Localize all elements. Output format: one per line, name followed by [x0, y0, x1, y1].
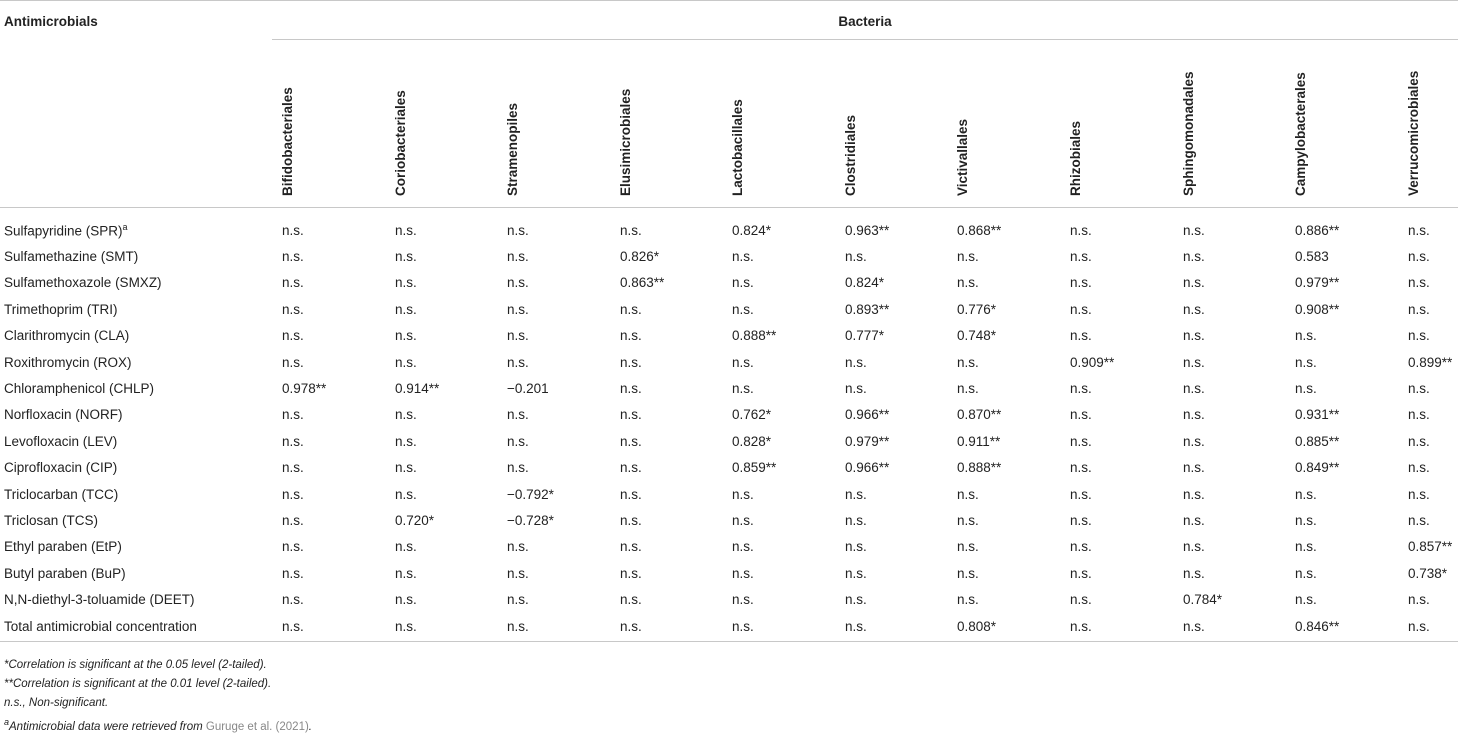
table-cell: n.s.	[1183, 565, 1205, 581]
row-label	[0, 323, 282, 349]
table-cell: n.s.	[1183, 301, 1205, 317]
table-cell: 0.776*	[957, 301, 997, 317]
table-cell: n.s.	[1183, 486, 1205, 502]
footnote-significance-05: *Correlation is significant at the 0.05 level (2-tailed).	[4, 659, 267, 671]
table-row	[0, 270, 1458, 296]
table-cell: 0.911**	[957, 433, 1001, 449]
table-top-rule	[0, 0, 1458, 1]
table-cell: n.s.	[1070, 512, 1092, 528]
table-cell: n.s.	[1070, 592, 1092, 608]
table-cell: n.s.	[957, 539, 979, 555]
table-cell: 0.824*	[732, 222, 772, 238]
table-cell: n.s.	[395, 354, 417, 370]
row-label	[0, 560, 282, 586]
table-cell: n.s.	[507, 565, 529, 581]
table-cell: n.s.	[620, 512, 642, 528]
column-header-label: Rhizobiales	[1068, 120, 1083, 196]
table-cell: n.s.	[732, 354, 754, 370]
table-cell: n.s.	[620, 407, 642, 423]
table-cell: n.s.	[957, 275, 979, 291]
table-cell: 0.720*	[395, 512, 435, 528]
table-cell: n.s.	[1070, 328, 1092, 344]
table-cell: n.s.	[1408, 328, 1430, 344]
table-cell: n.s.	[1070, 301, 1092, 317]
table-cell: n.s.	[282, 222, 304, 238]
table-cell: 0.931**	[1295, 407, 1340, 423]
table-cell: n.s.	[395, 565, 417, 581]
table-cell: n.s.	[1295, 354, 1317, 370]
table-cell: n.s.	[1183, 539, 1205, 555]
row-label	[0, 270, 282, 296]
table-row	[0, 323, 1458, 349]
row-label	[0, 375, 282, 401]
group-header-rule	[272, 39, 1458, 40]
table-cell: n.s.	[395, 539, 417, 555]
table-cell: n.s.	[620, 486, 642, 502]
table-cell: n.s.	[282, 407, 304, 423]
table-cell: n.s.	[957, 486, 979, 502]
table-cell: n.s.	[732, 249, 754, 265]
table-cell: n.s.	[845, 512, 867, 528]
table-cell: n.s.	[1408, 592, 1430, 608]
corner-header: Antimicrobials	[4, 14, 98, 29]
table-cell: n.s.	[620, 592, 642, 608]
table-cell: n.s.	[845, 618, 867, 634]
column-header-label: Campylobacterales	[1293, 72, 1308, 196]
table-cell: 0.966**	[845, 407, 890, 423]
table-cell: n.s.	[282, 249, 304, 265]
table-cell: n.s.	[1408, 486, 1430, 502]
table-cell: n.s.	[845, 539, 867, 555]
table-cell: 0.899**	[1408, 354, 1453, 370]
table-cell: n.s.	[1408, 301, 1430, 317]
table-cell: n.s.	[845, 249, 867, 265]
table-cell: n.s.	[507, 460, 529, 476]
table-row	[0, 217, 1458, 243]
table-bottom-rule	[0, 641, 1458, 642]
table-cell: n.s.	[395, 486, 417, 502]
table-cell: n.s.	[620, 301, 642, 317]
table-row	[0, 428, 1458, 454]
table-cell: n.s.	[1295, 565, 1317, 581]
table-cell: n.s.	[1408, 381, 1430, 397]
column-header	[955, 50, 975, 196]
table-row	[0, 349, 1458, 375]
table-cell: n.s.	[957, 249, 979, 265]
table-cell: n.s.	[732, 565, 754, 581]
table-cell: n.s.	[620, 222, 642, 238]
row-label	[0, 217, 282, 243]
table-cell: n.s.	[1295, 512, 1317, 528]
table-cell: 0.979**	[1295, 275, 1340, 291]
table-cell: n.s.	[732, 301, 754, 317]
row-label-text: Total antimicrobial concentration	[4, 618, 197, 634]
table-cell: 0.777*	[845, 328, 885, 344]
table-cell: n.s.	[957, 592, 979, 608]
footnote-source	[4, 713, 312, 737]
table-cell: −0.792*	[507, 486, 554, 502]
table-cell: n.s.	[1295, 539, 1317, 555]
footnote-source-end: .	[308, 720, 312, 733]
table-cell: n.s.	[395, 301, 417, 317]
row-label	[0, 349, 282, 375]
row-label	[0, 586, 282, 612]
table-cell: n.s.	[282, 592, 304, 608]
table-cell: n.s.	[957, 512, 979, 528]
table-cell: n.s.	[732, 592, 754, 608]
table-cell: n.s.	[507, 433, 529, 449]
table-cell: 0.870**	[957, 407, 1002, 423]
table-cell: n.s.	[620, 460, 642, 476]
table-cell: n.s.	[1070, 381, 1092, 397]
table-cell: n.s.	[507, 592, 529, 608]
table-cell: 0.824*	[845, 275, 885, 291]
row-label	[0, 507, 282, 533]
row-label-text: Ciprofloxacin (CIP)	[4, 460, 118, 476]
column-header-label: Victivallales	[955, 118, 970, 196]
table-cell: n.s.	[732, 486, 754, 502]
table-cell: 0.808*	[957, 618, 997, 634]
table-cell: n.s.	[282, 301, 304, 317]
table-cell: 0.846**	[1295, 618, 1340, 634]
table-cell: n.s.	[620, 565, 642, 581]
table-cell: n.s.	[1183, 249, 1205, 265]
table-row	[0, 586, 1458, 612]
table-cell: n.s.	[1070, 433, 1092, 449]
table-cell: n.s.	[1070, 222, 1092, 238]
table-cell: n.s.	[957, 565, 979, 581]
row-label-text: Triclocarban (TCC)	[4, 486, 119, 502]
footnote-source-marker: a	[4, 717, 10, 727]
column-header	[1068, 50, 1088, 196]
table-cell: n.s.	[282, 512, 304, 528]
table-cell: 0.583	[1295, 249, 1329, 265]
table-cell: n.s.	[620, 618, 642, 634]
table-cell: n.s.	[1183, 618, 1205, 634]
column-header	[1293, 50, 1313, 196]
row-label	[0, 481, 282, 507]
table-cell: n.s.	[395, 433, 417, 449]
table-cell: n.s.	[395, 275, 417, 291]
table-row	[0, 455, 1458, 481]
table-cell: n.s.	[845, 381, 867, 397]
footnote-source-text: Antimicrobial data were retrieved from	[9, 720, 206, 733]
table-cell: 0.978**	[282, 381, 327, 397]
row-label-text: Roxithromycin (ROX)	[4, 354, 132, 370]
table-cell: n.s.	[1070, 565, 1092, 581]
table-cell: 0.863**	[620, 275, 665, 291]
table-cell: n.s.	[957, 381, 979, 397]
table-cell: 0.868**	[957, 222, 1002, 238]
table-cell: n.s.	[1183, 275, 1205, 291]
table-cell: 0.979**	[845, 433, 890, 449]
row-label	[0, 296, 282, 322]
table-row	[0, 560, 1458, 586]
row-label-text: Sulfamethazine (SMT)	[4, 249, 139, 265]
table-row	[0, 296, 1458, 322]
table-cell: 0.826*	[620, 249, 660, 265]
group-header: Bacteria	[838, 14, 892, 29]
table-cell: 0.886**	[1295, 222, 1340, 238]
table-cell: n.s.	[507, 407, 529, 423]
table-cell: n.s.	[282, 328, 304, 344]
table-cell: n.s.	[1183, 354, 1205, 370]
table-row	[0, 375, 1458, 401]
column-header	[505, 50, 525, 196]
table-cell: n.s.	[732, 539, 754, 555]
row-label-text: Ethyl paraben (EtP)	[4, 539, 122, 555]
table-cell: n.s.	[732, 618, 754, 634]
table-cell: n.s.	[282, 460, 304, 476]
footnote-significance-01: **Correlation is significant at the 0.01 level (2-tailed).	[4, 678, 272, 690]
header-bottom-rule	[0, 207, 1458, 208]
table-cell: n.s.	[282, 618, 304, 634]
table-cell: n.s.	[1070, 618, 1092, 634]
table-cell: n.s.	[1408, 512, 1430, 528]
table-cell: n.s.	[507, 618, 529, 634]
table-cell: n.s.	[395, 460, 417, 476]
column-header-label: Stramenopiles	[505, 102, 520, 196]
column-header	[280, 50, 300, 196]
table-cell: 0.762*	[732, 407, 772, 423]
table-cell: n.s.	[1408, 460, 1430, 476]
table-row	[0, 481, 1458, 507]
table-cell: n.s.	[620, 354, 642, 370]
row-label	[0, 534, 282, 560]
table-cell: n.s.	[507, 354, 529, 370]
column-header-label: Bifidobacteriales	[280, 87, 295, 196]
table-cell: 0.888**	[957, 460, 1002, 476]
row-label	[0, 428, 282, 454]
table-cell: n.s.	[1408, 433, 1430, 449]
table-body	[0, 217, 1458, 639]
citation-link[interactable]: Guruge et al. (2021)	[205, 720, 309, 733]
table-cell: n.s.	[1183, 512, 1205, 528]
row-label-text: N,N-diethyl-3-toluamide (DEET)	[4, 592, 195, 608]
row-label	[0, 613, 282, 639]
table-row	[0, 613, 1458, 639]
table-cell: n.s.	[845, 486, 867, 502]
row-label-text: Chloramphenicol (CHLP)	[4, 381, 155, 397]
table-row	[0, 402, 1458, 428]
table-cell: 0.857**	[1408, 539, 1453, 555]
table-cell: n.s.	[282, 539, 304, 555]
table-cell: n.s.	[845, 592, 867, 608]
table-cell: n.s.	[620, 381, 642, 397]
table-cell: n.s.	[1183, 433, 1205, 449]
table-cell: n.s.	[395, 328, 417, 344]
table-cell: 0.888**	[732, 328, 777, 344]
row-label-text: Triclosan (TCS)	[4, 512, 99, 528]
row-label-text: Clarithromycin (CLA)	[4, 328, 130, 344]
table-cell: n.s.	[957, 354, 979, 370]
table-cell: n.s.	[732, 512, 754, 528]
table-row	[0, 243, 1458, 269]
table-cell: n.s.	[1408, 222, 1430, 238]
table-cell: n.s.	[845, 565, 867, 581]
table-cell: n.s.	[1408, 249, 1430, 265]
table-cell: n.s.	[1070, 407, 1092, 423]
table-cell: n.s.	[1295, 328, 1317, 344]
table-cell: n.s.	[1408, 275, 1430, 291]
table-cell: n.s.	[1183, 222, 1205, 238]
table-cell: n.s.	[845, 354, 867, 370]
table-cell: 0.849**	[1295, 460, 1340, 476]
table-cell: n.s.	[1070, 486, 1092, 502]
table-cell: 0.963**	[845, 222, 890, 238]
table-cell: n.s.	[395, 222, 417, 238]
table-cell: n.s.	[620, 433, 642, 449]
table-cell: n.s.	[1070, 460, 1092, 476]
column-header-label: Coriobacteriales	[393, 90, 408, 196]
row-label	[0, 455, 282, 481]
table-cell: n.s.	[507, 301, 529, 317]
table-cell: 0.909**	[1070, 354, 1115, 370]
table-cell: n.s.	[620, 539, 642, 555]
table-cell: n.s.	[1183, 460, 1205, 476]
column-header	[1406, 50, 1426, 196]
row-label-text: Sulfapyridine (SPR)	[4, 223, 123, 239]
footnotes	[4, 656, 312, 737]
table-cell: n.s.	[732, 275, 754, 291]
table-cell: n.s.	[1183, 381, 1205, 397]
row-label-text: Butyl paraben (BuP)	[4, 565, 126, 581]
table-cell: n.s.	[1295, 486, 1317, 502]
table-cell: 0.738*	[1408, 565, 1448, 581]
column-header	[843, 50, 863, 196]
table-cell: n.s.	[395, 249, 417, 265]
table-cell: −0.728*	[507, 512, 554, 528]
table-cell: n.s.	[395, 592, 417, 608]
table-row	[0, 534, 1458, 560]
footnote-ns: n.s., Non-significant.	[4, 697, 109, 709]
table-cell: n.s.	[282, 486, 304, 502]
column-header	[730, 50, 750, 196]
table-cell: n.s.	[1295, 381, 1317, 397]
table-cell: n.s.	[507, 539, 529, 555]
table-cell: n.s.	[507, 275, 529, 291]
row-label-text: Levofloxacin (LEV)	[4, 433, 118, 449]
column-header	[1181, 50, 1201, 196]
column-header	[393, 50, 413, 196]
table-cell: 0.828*	[732, 433, 772, 449]
table-cell: n.s.	[282, 433, 304, 449]
table-cell: n.s.	[1070, 249, 1092, 265]
table-row	[0, 507, 1458, 533]
column-header-label: Sphingomonadales	[1181, 71, 1196, 196]
table-cell: 0.966**	[845, 460, 890, 476]
row-label-text: Norfloxacin (NORF)	[4, 407, 123, 423]
table-cell: n.s.	[395, 618, 417, 634]
row-label-text: Sulfamethoxazole (SMXZ)	[4, 275, 162, 291]
column-header-label: Clostridiales	[843, 114, 858, 196]
column-header-label: Verrucomicrobiales	[1406, 70, 1421, 196]
table-cell: n.s.	[282, 354, 304, 370]
table-cell: n.s.	[507, 328, 529, 344]
table-cell: n.s.	[507, 249, 529, 265]
row-label-text: Trimethoprim (TRI)	[4, 301, 118, 317]
table-cell: n.s.	[732, 381, 754, 397]
table-cell: n.s.	[1408, 618, 1430, 634]
table-cell: n.s.	[1070, 275, 1092, 291]
table-cell: n.s.	[1070, 539, 1092, 555]
table-cell: 0.748*	[957, 328, 997, 344]
table-cell: n.s.	[282, 275, 304, 291]
table-cell: 0.914**	[395, 381, 440, 397]
column-header-label: Elusimicrobiales	[618, 88, 633, 196]
table-cell: n.s.	[620, 328, 642, 344]
table-cell: −0.201	[507, 381, 549, 397]
table-cell: n.s.	[395, 407, 417, 423]
row-label	[0, 402, 282, 428]
row-label	[0, 243, 282, 269]
table-cell: 0.784*	[1183, 592, 1223, 608]
table-cell: n.s.	[1183, 328, 1205, 344]
column-header-label: Lactobacillales	[730, 99, 745, 196]
table-cell: n.s.	[1183, 407, 1205, 423]
row-label-footnote-marker: a	[122, 221, 128, 232]
table-cell: 0.859**	[732, 460, 777, 476]
table-cell: n.s.	[1295, 592, 1317, 608]
table-cell: n.s.	[282, 565, 304, 581]
table-cell: n.s.	[507, 222, 529, 238]
table-cell: n.s.	[1408, 407, 1430, 423]
table-cell: 0.908**	[1295, 301, 1340, 317]
column-header	[618, 50, 638, 196]
table-cell: 0.885**	[1295, 433, 1340, 449]
table-cell: 0.893**	[845, 301, 890, 317]
